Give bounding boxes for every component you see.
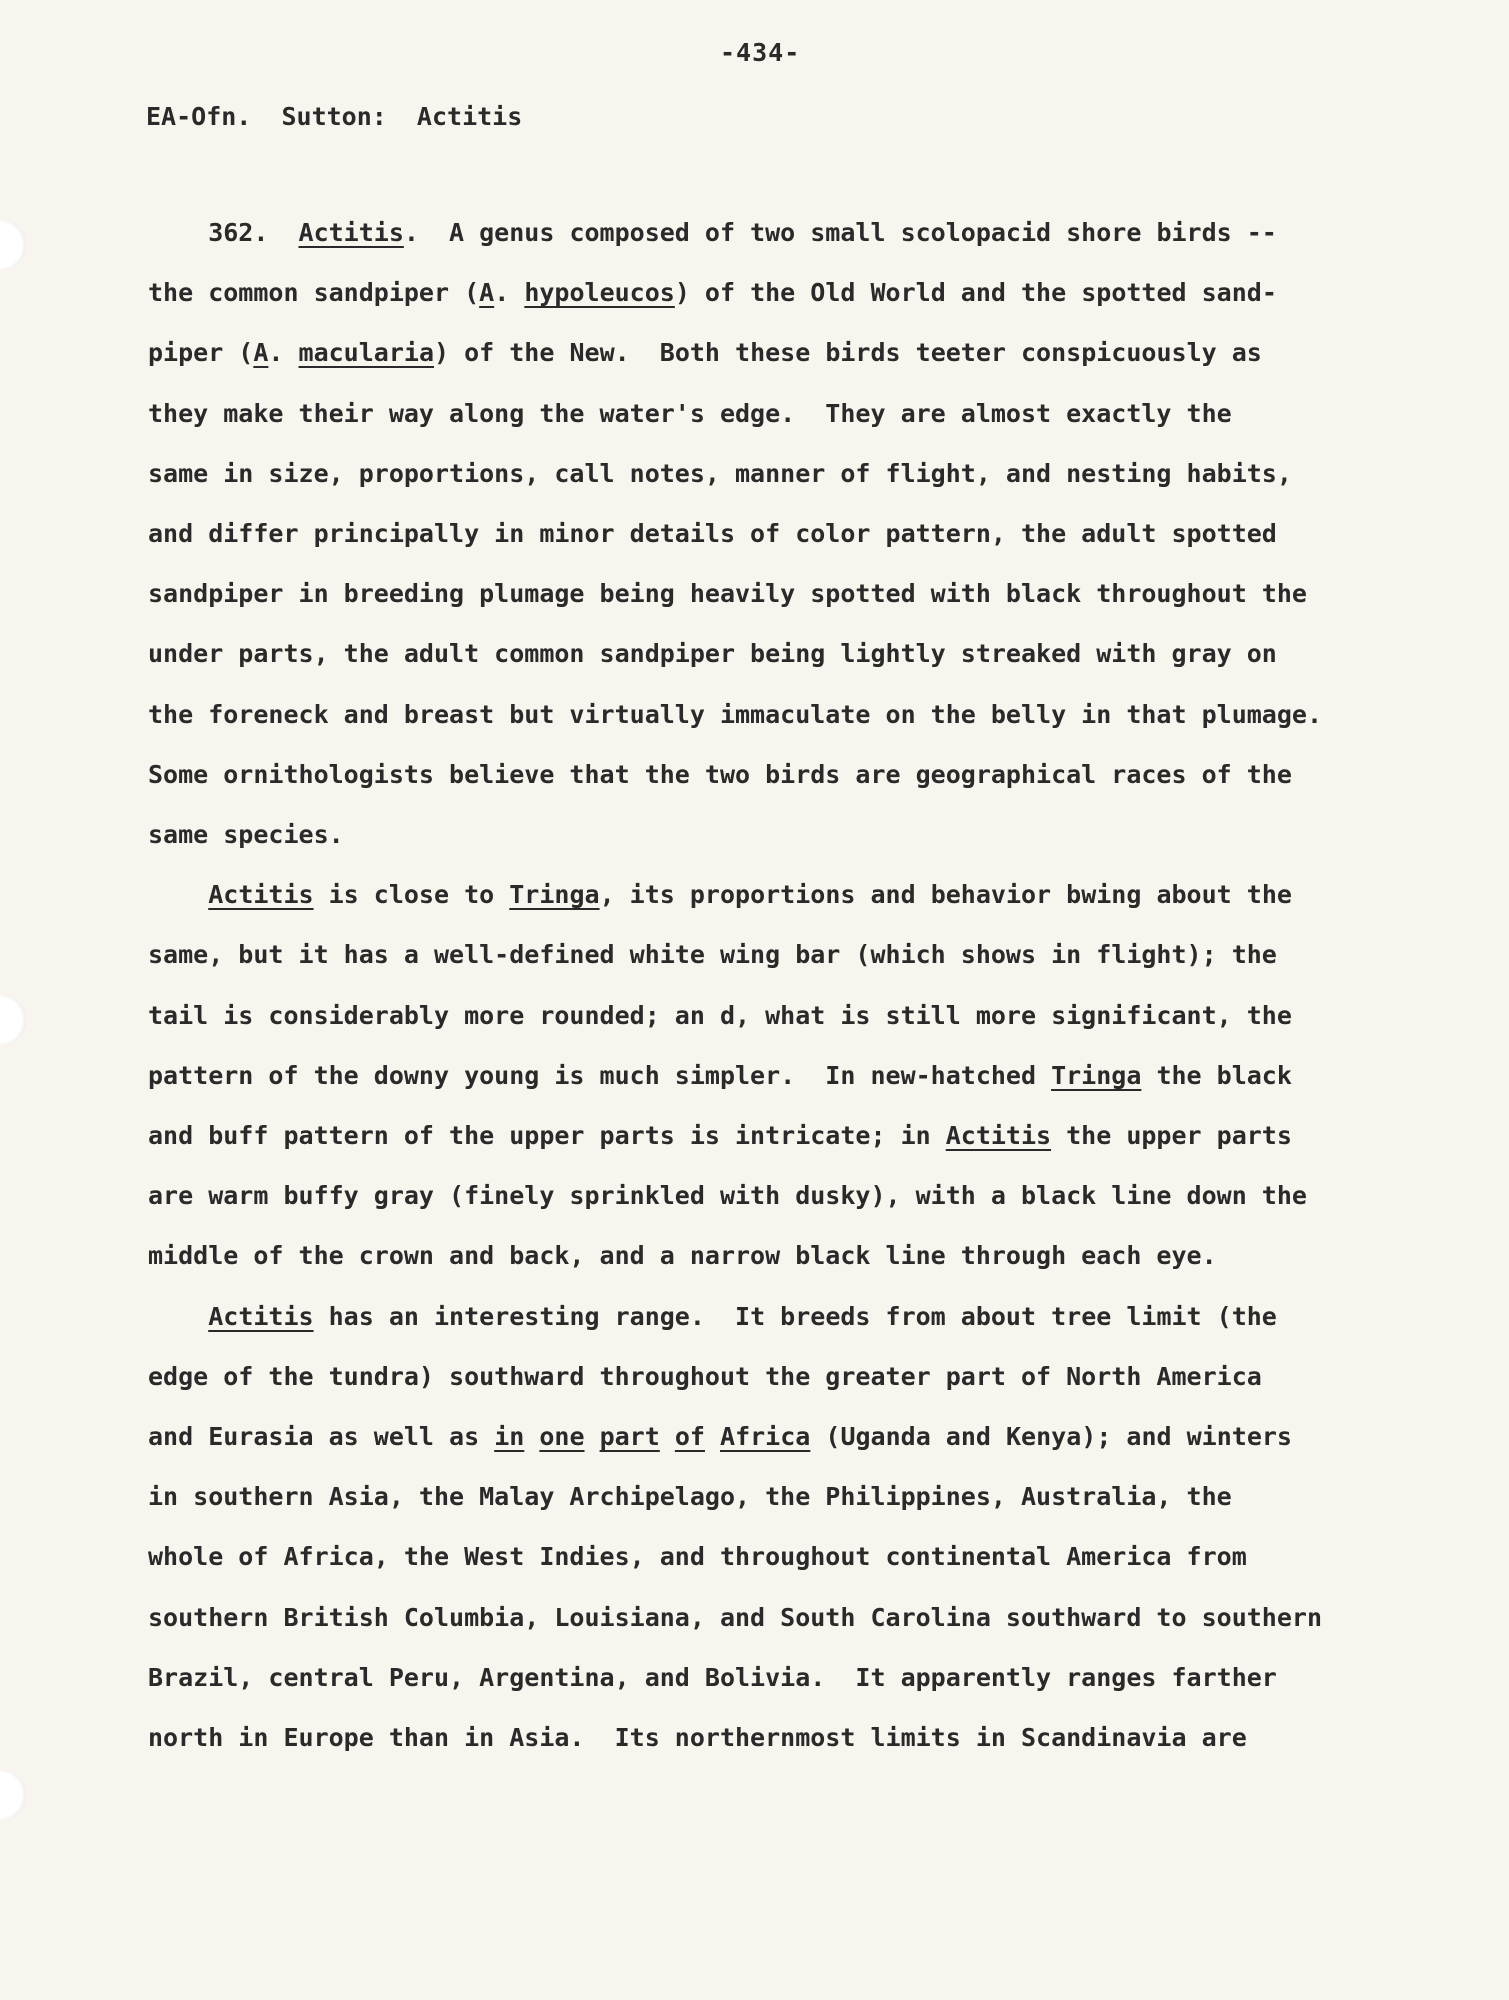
text-line: [148, 1422, 1292, 1452]
text-run: are warm buffy gray (finely sprinkled with dusky), with a black line down the: [148, 1181, 1307, 1211]
text-line: [148, 820, 344, 850]
text-run: southern British Columbia, Louisiana, and South Carolina southward to southern: [148, 1602, 1322, 1632]
underlined-term: hypoleucos: [524, 278, 675, 308]
text-run: whole of Africa, the West Indies, and throughout continental America from: [148, 1542, 1247, 1572]
text-line: [148, 760, 1292, 790]
text-run: ) of the Old World and the spotted sand-: [674, 278, 1277, 308]
text-run: Brazil, central Peru, Argentina, and Bolivia. It apparently ranges farther: [148, 1662, 1277, 1692]
text-run: and Eurasia as well as: [148, 1422, 495, 1451]
underlined-term: macularia: [298, 338, 434, 368]
text-run: is close to: [313, 880, 510, 910]
text-line: [148, 1121, 1292, 1151]
text-line: [148, 399, 1232, 429]
text-run: middle of the crown and back, and a narrow black line through each eye.: [148, 1241, 1217, 1271]
underlined-term: A: [479, 278, 495, 308]
underlined-term: part: [599, 1422, 660, 1451]
text-run: .: [494, 278, 525, 308]
text-run: in southern Asia, the Malay Archipelago, the Philippines, Australia, the: [148, 1482, 1232, 1512]
text-line: [148, 579, 1307, 609]
text-run: north in Europe than in Asia. Its northernmost limits in Scandinavia are: [148, 1723, 1247, 1752]
text-line: [148, 1603, 1322, 1633]
text-line: [148, 218, 1277, 248]
punch-hole: [0, 220, 26, 270]
text-run: the upper parts: [1051, 1121, 1292, 1150]
underlined-term: of: [674, 1422, 705, 1451]
text-run: under parts, the adult common sandpiper being lightly streaked with gray on: [148, 639, 1277, 669]
text-run: pattern of the downy young is much simpler. In new-hatched: [148, 1060, 1052, 1090]
text-run: ) of the New. Both these birds teeter conspicuously as: [434, 338, 1262, 368]
text-run: the black: [1141, 1060, 1292, 1090]
text-run: 362.: [148, 218, 299, 247]
text-line: [148, 1362, 1262, 1392]
underlined-term: Actitis: [298, 218, 404, 247]
text-run: [148, 1302, 208, 1331]
text-run: [660, 1422, 675, 1451]
text-line: [148, 278, 1277, 308]
text-run: piper (: [148, 338, 254, 368]
running-head: EA-Ofn. Sutton: Actitis: [146, 102, 523, 131]
underlined-term: Actitis: [208, 1301, 314, 1331]
text-run: [585, 1422, 600, 1451]
punch-hole: [0, 995, 26, 1045]
text-line: [148, 1001, 1292, 1031]
underlined-term: Tringa: [509, 880, 600, 910]
underlined-term: in: [494, 1422, 525, 1451]
text-run: sandpiper in breeding plumage being heavily spotted with black throughout the: [148, 579, 1307, 609]
text-line: [148, 338, 1262, 368]
text-line: [148, 1482, 1232, 1512]
text-run: same in size, proportions, call notes, manner of flight, and nesting habits,: [148, 458, 1292, 488]
text-line: [148, 519, 1277, 549]
text-run: and buff pattern of the upper parts is intricate; in: [148, 1121, 946, 1150]
text-run: Some ornithologists believe that the two birds are geographical races of the: [148, 759, 1292, 789]
text-run: edge of the tundra) southward throughout the greater part of North America: [148, 1361, 1262, 1391]
text-line: [148, 940, 1277, 970]
text-line: [148, 700, 1322, 730]
text-run: the common sandpiper (: [148, 278, 480, 308]
underlined-term: one: [539, 1422, 585, 1451]
page-number: -434-: [720, 38, 801, 67]
text-line: [148, 880, 1292, 910]
text-run: . A genus composed of two small scolopacid shore birds --: [403, 218, 1277, 247]
text-run: same species.: [148, 820, 344, 849]
text-run: the foreneck and breast but virtually immaculate on the belly in that plumage.: [148, 699, 1322, 729]
underlined-term: Actitis: [208, 880, 314, 910]
text-line: [148, 1061, 1292, 1091]
text-line: [148, 1181, 1307, 1211]
text-run: same, but it has a well-defined white wing bar (which shows in flight); the: [148, 940, 1277, 970]
text-line: [148, 1241, 1217, 1271]
text-run: they make their way along the water's edge. They are almost exactly the: [148, 398, 1232, 428]
text-line: [148, 1542, 1247, 1572]
text-run: (Uganda and Kenya); and winters: [810, 1422, 1292, 1451]
text-run: has an interesting range. It breeds from about tree limit (the: [313, 1301, 1277, 1331]
underlined-term: A: [253, 338, 269, 368]
text-line: [148, 639, 1277, 669]
underlined-term: Africa: [720, 1422, 811, 1451]
text-line: [148, 1663, 1277, 1693]
text-line: [148, 1302, 1277, 1332]
text-run: and differ principally in minor details of color pattern, the adult spotted: [148, 519, 1277, 548]
text-run: .: [268, 338, 299, 368]
text-run: tail is considerably more rounded; an d, what is still more significant, the: [148, 1000, 1292, 1030]
underlined-term: Tringa: [1051, 1060, 1142, 1090]
underlined-term: Actitis: [945, 1121, 1052, 1150]
text-run: [524, 1422, 539, 1451]
text-run: [705, 1422, 720, 1451]
text-run: [148, 880, 208, 909]
text-line: [148, 459, 1292, 489]
text-line: [148, 1723, 1247, 1753]
text-run: , its proportions and behavior bwing about the: [599, 880, 1292, 910]
punch-hole: [0, 1770, 26, 1820]
